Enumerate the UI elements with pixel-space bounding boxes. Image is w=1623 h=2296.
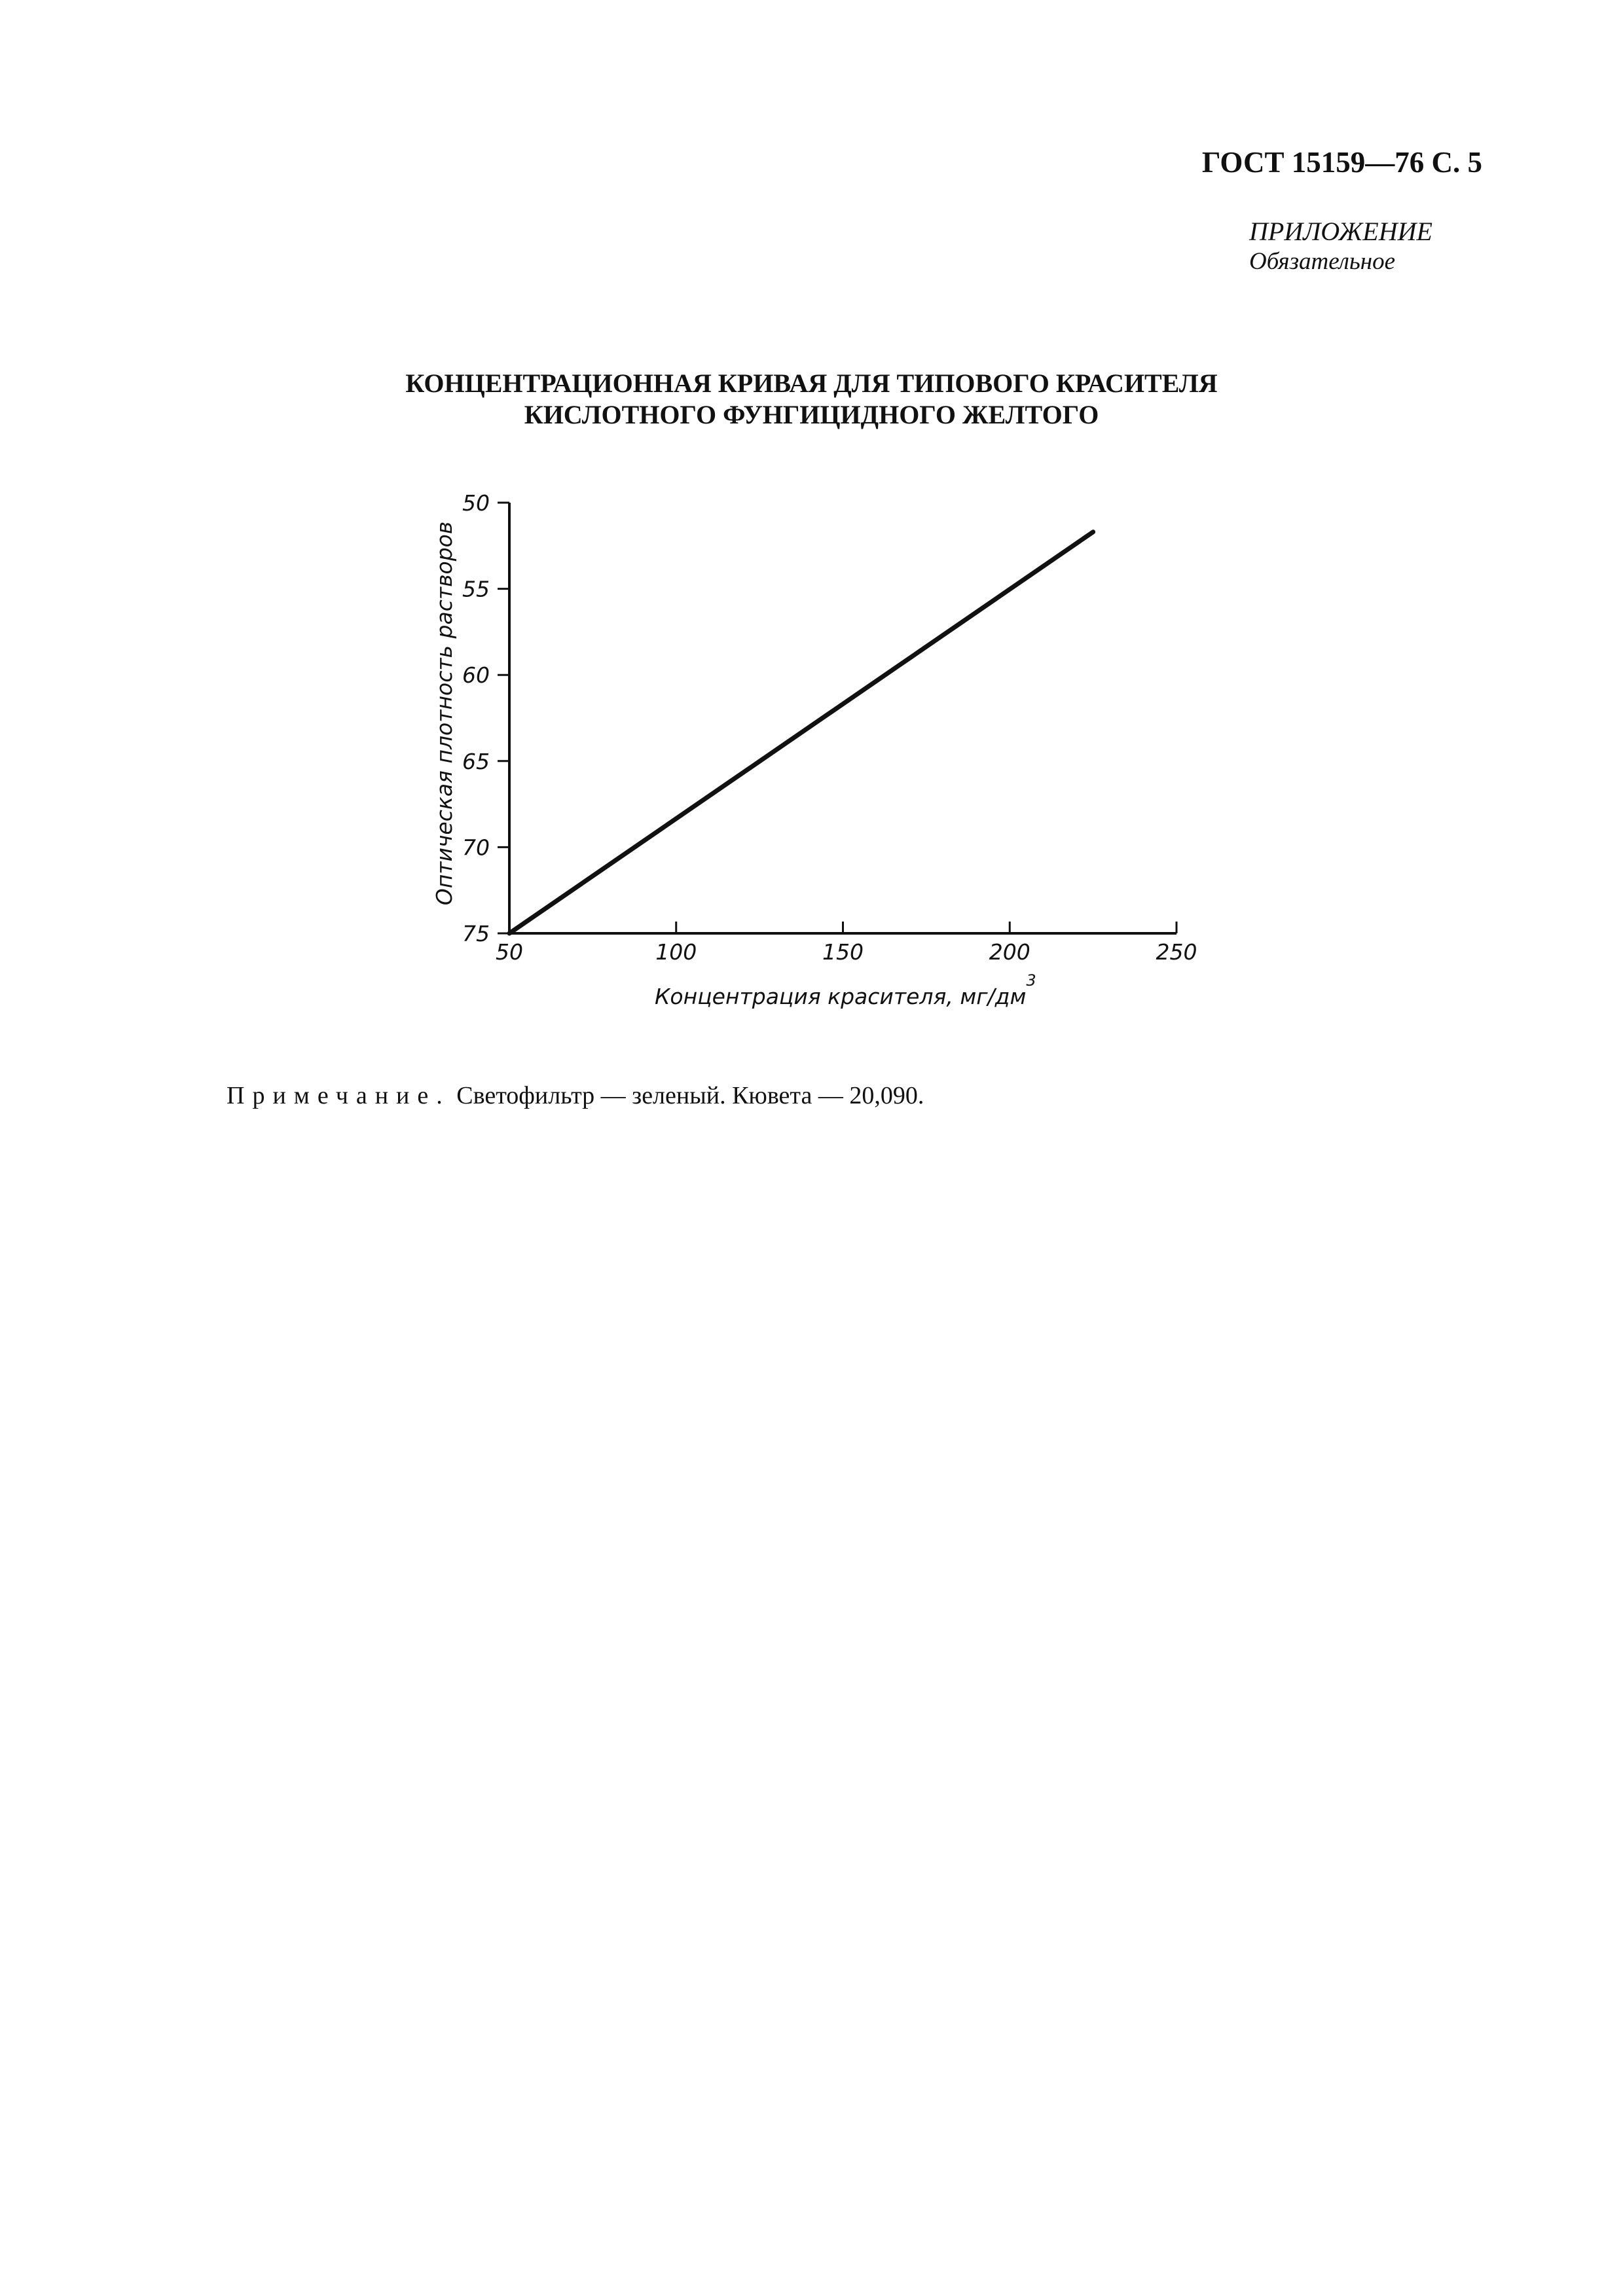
note bbox=[227, 1081, 924, 1110]
x-axis-label bbox=[655, 971, 1036, 1009]
y-axis-label: Оптическая плотность растворов bbox=[431, 521, 457, 906]
x-tick-label: 150 bbox=[822, 939, 864, 965]
y-tick-label: 50 bbox=[462, 490, 490, 516]
y-tick-label: 70 bbox=[462, 834, 490, 861]
x-tick-label: 50 bbox=[496, 939, 523, 965]
y-tick-label: 75 bbox=[462, 921, 490, 946]
appendix-status: Обязательное bbox=[1249, 248, 1396, 275]
note-text: Светофильтр — зеленый. Кювета — 20,090. bbox=[450, 1082, 924, 1109]
y-tick-label: 65 bbox=[462, 748, 490, 774]
chart-axes bbox=[509, 503, 1176, 933]
chart-title-line-1: КОНЦЕНТРАЦИОННАЯ КРИВАЯ ДЛЯ ТИПОВОГО КРАСИТЕЛЯ bbox=[405, 368, 1218, 398]
x-axis-label-superscript: 3 bbox=[1026, 971, 1036, 990]
concentration-curve bbox=[509, 532, 1093, 933]
concentration-chart bbox=[0, 0, 1623, 1060]
x-axis-label-text: Концентрация красителя, мг/дм bbox=[655, 984, 1027, 1009]
chart-title-line-2: КИСЛОТНОГО ФУНГИЦИДНОГО ЖЕЛТОГО bbox=[524, 400, 1099, 429]
chart-series bbox=[509, 532, 1093, 933]
appendix-label: ПРИЛОЖЕНИЕ bbox=[1249, 217, 1432, 246]
x-tick-label: 250 bbox=[1156, 939, 1197, 965]
chart-ticks bbox=[462, 490, 1197, 965]
note-label: Примечание. bbox=[227, 1082, 450, 1109]
x-tick-label: 200 bbox=[989, 939, 1030, 965]
y-tick-label: 55 bbox=[462, 576, 490, 602]
x-tick-label: 100 bbox=[655, 939, 697, 965]
document-code: ГОСТ 15159—76 С. 5 bbox=[1201, 146, 1482, 179]
y-tick-label: 60 bbox=[462, 662, 490, 689]
